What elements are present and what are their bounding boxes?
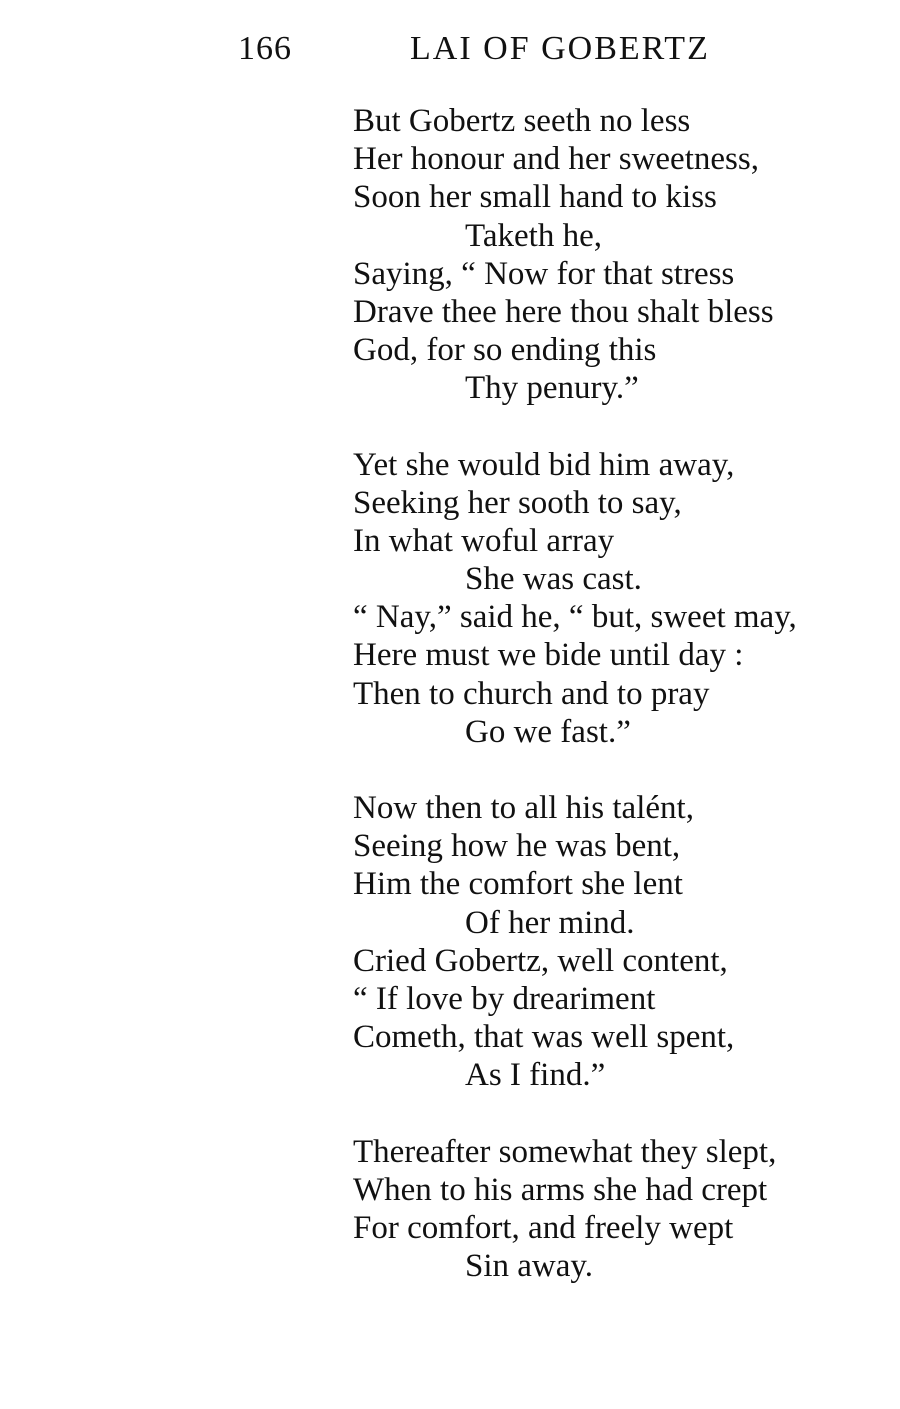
verse-line-indented: Taketh he, — [465, 217, 602, 254]
page-number: 166 — [238, 30, 292, 67]
verse-line-indented: Of her mind. — [465, 904, 635, 941]
verse-line: Then to church and to pray — [353, 675, 710, 712]
stanza-3 — [353, 789, 893, 1095]
verse-line: Here must we bide until day : — [353, 637, 744, 674]
verse-line: God, for so ending this — [353, 332, 657, 369]
verse-line: Thereafter somewhat they slept, — [353, 1133, 777, 1170]
verse-line-indented: She was cast. — [465, 561, 642, 598]
verse-line: “ If love by dreariment — [353, 980, 656, 1017]
verse-line-indented: As I find.” — [465, 1057, 606, 1094]
verse-line: “ Nay,” said he, “ but, sweet may, — [353, 599, 797, 636]
poem-body — [353, 102, 893, 1323]
stanza-4 — [353, 1133, 893, 1286]
verse-line: Him the comfort she lent — [353, 866, 683, 903]
verse-line-indented: Thy penury.” — [465, 370, 639, 407]
verse-line: Cometh, that was well spent, — [353, 1019, 735, 1056]
verse-line: Saying, “ Now for that stress — [353, 255, 735, 292]
verse-line: In what woful array — [353, 522, 615, 559]
verse-line: But Gobertz seeth no less — [353, 103, 691, 139]
stanza-2 — [353, 446, 893, 752]
verse-line: Now then to all his talént, — [353, 790, 694, 826]
verse-line: Yet she would bid him away, — [353, 446, 735, 483]
verse-line: Seeking her sooth to say, — [353, 484, 682, 521]
verse-line: Drave thee here thou shalt bless — [353, 293, 774, 330]
verse-line-indented: Sin away. — [465, 1248, 594, 1285]
verse-line: Soon her small hand to kiss — [353, 179, 717, 216]
verse-line: When to his arms she had crept — [353, 1171, 768, 1208]
verse-line: Cried Gobertz, well content, — [353, 942, 728, 979]
verse-line: Her honour and her sweetness, — [353, 141, 759, 178]
stanza-1 — [353, 102, 893, 408]
running-title: LAI OF GOBERTZ — [410, 30, 710, 67]
verse-line: For comfort, and freely wept — [353, 1209, 734, 1246]
verse-line-indented: Go we fast.” — [465, 713, 631, 750]
verse-line: Seeing how he was bent, — [353, 828, 681, 865]
